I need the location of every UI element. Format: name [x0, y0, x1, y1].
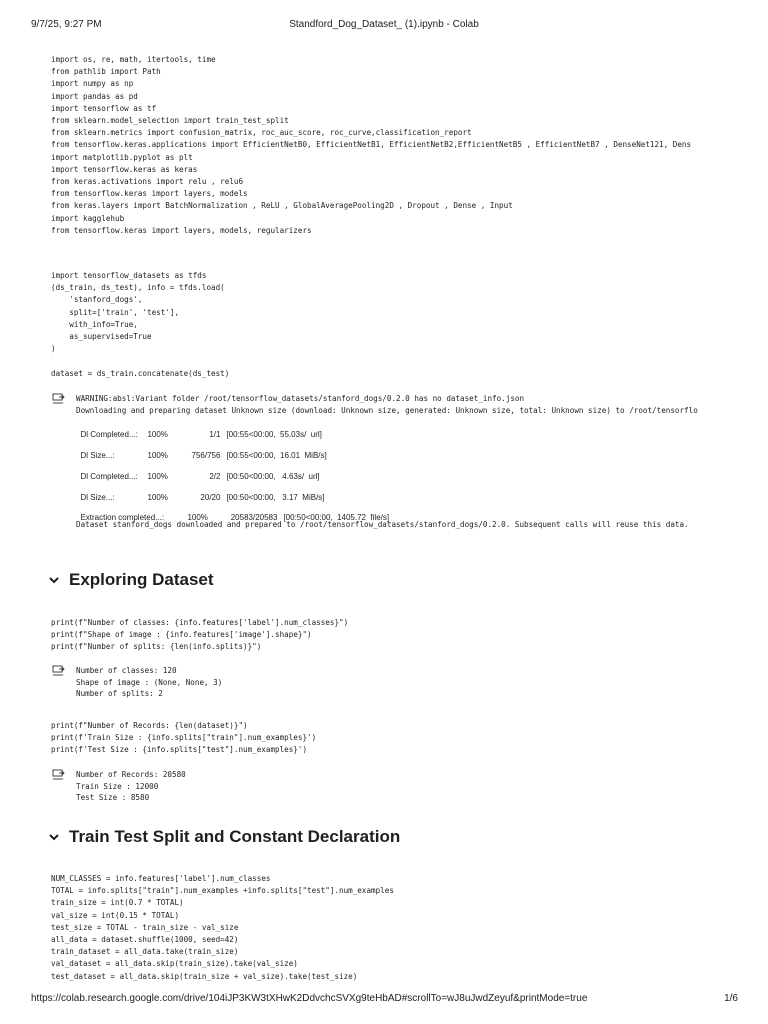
progress-count: 20583/20583: [230, 513, 278, 522]
progress-count: 756/756: [191, 451, 221, 460]
progress-row: [76, 442, 327, 460]
progress-label: Dl Completed...:: [80, 472, 138, 481]
progress-percent: 100%: [187, 513, 208, 522]
explore-code-cell[interactable]: print(f"Number of classes: {info.features['label'].num_classes}") print(f"Shape of image : {info.features['image'].shape}") print(f"Number of splits: {len(info.splits)}"): [51, 618, 349, 652]
imports-code-cell[interactable]: import os, re, math, itertools, time from pathlib import Path import numpy as np import pandas as pd import tensorflow as tf from sklearn.model_selection import train_test_split from sklearn.metrics import confusion_matrix, roc_auc_score, roc_curve,classification_report from tensorflow.keras.applications import EfficientNetB0, EfficientNetB1, EfficientNetB2,EfficientNetB5 , EfficientNetB7 , DenseNet121, Dens import matplotlib.pyplot as plt import tensorflow.keras as keras from keras.activations import relu , relu6 from tensorflow.keras import layers, models from keras.layers import BatchNormalization , ReLU , GlobalAveragePooling2D , Dropout , Dense , Input import kagglehub from tensorflow.keras import layers, models, regularizers: [51, 55, 692, 235]
load-code-cell[interactable]: import tensorflow_datasets as tfds (ds_train, ds_test), info = tfds.load( 'stanford_dogs', split=['train', 'test'], with_info=True, as_supervised=True ) dataset = ds_train.concatenate(ds_test): [51, 271, 230, 378]
progress-count: 1/1: [209, 430, 221, 439]
load-output-tail: Dataset stanford_dogs downloaded and prepared to /root/tensorflow_datasets/stanford_dogs/0.2.0. Subsequent calls will reuse this data.: [76, 520, 689, 529]
progress-percent: 100%: [147, 451, 168, 460]
records-output: Number of Records: 20580 Train Size : 12000 Test Size : 8580: [76, 770, 186, 802]
page-number: 1/6: [724, 993, 738, 1004]
progress-label: Dl Size...:: [80, 493, 115, 502]
progress-row: [76, 421, 322, 439]
progress-percent: 100%: [147, 493, 168, 502]
progress-count: 20/20: [200, 493, 221, 502]
output-toggle-icon[interactable]: [52, 769, 66, 781]
progress-percent: 100%: [147, 472, 168, 481]
progress-label: Extraction completed...:: [80, 513, 165, 522]
progress-row: [76, 463, 320, 481]
print-date: 9/7/25, 9:27 PM: [31, 19, 102, 30]
output-toggle-icon[interactable]: [52, 393, 66, 405]
section-header-split[interactable]: [47, 827, 400, 847]
progress-stats: [00:50<00:00, 3.17 MiB/s]: [226, 493, 325, 502]
progress-stats: [00:50<00:00, 4.63s/ url]: [226, 472, 320, 481]
output-toggle-icon[interactable]: [52, 665, 66, 677]
section-header-exploring[interactable]: [47, 570, 214, 590]
print-title: Standford_Dog_Dataset_ (1).ipynb - Colab: [289, 19, 479, 30]
progress-count: 2/2: [209, 472, 221, 481]
records-code-cell[interactable]: print(f"Number of Records: {len(dataset)}") print(f'Train Size : {info.splits["train"].num_examples}') print(f'Test Size : {info.splits["test"].num_examples}'): [51, 721, 317, 755]
progress-stats: [00:55<00:00, 55.03s/ url]: [226, 430, 322, 439]
progress-stats: [00:55<00:00, 16.01 MiB/s]: [226, 451, 327, 460]
section-title: Train Test Split and Constant Declaration: [69, 827, 401, 846]
load-output-head: WARNING:absl:Variant folder /root/tensorflow_datasets/stanford_dogs/0.2.0 has no dataset_info.json Downloading and preparing dataset Unknown size (download: Unknown size, generated: Unknown size, total: Unknown size) to /root/tensorflo: [76, 394, 698, 415]
progress-label: Dl Size...:: [80, 451, 115, 460]
progress-row: [76, 484, 325, 502]
progress-stats: [00:50<00:00, 1405.72 file/s]: [283, 513, 390, 522]
section-title: Exploring Dataset: [69, 570, 214, 589]
chevron-down-icon[interactable]: [47, 830, 61, 844]
print-url: https://colab.research.google.com/drive/104iJP3KW3tXHwK2DdvchcSVXg9teHbAD#scrollTo=wJ8uJwdZeyuf&printMode=true: [31, 993, 588, 1004]
explore-output: Number of classes: 120 Shape of image : (None, None, 3) Number of splits: 2: [76, 666, 223, 698]
progress-percent: 100%: [147, 430, 168, 439]
split-code-cell[interactable]: NUM_CLASSES = info.features['label'].num_classes TOTAL = info.splits["train"].num_examples +info.splits["test"].num_examples train_size = int(0.7 * TOTAL) val_size = int(0.15 * TOTAL) test_size = TOTAL - train_size - val_size all_data = dataset.shuffle(1000, seed=42) train_dataset = all_data.take(train_size) val_dataset = all_data.skip(train_size).take(val_size) test_dataset = all_data.skip(train_size + val_size).take(test_size): [51, 874, 394, 981]
chevron-down-icon[interactable]: [47, 573, 61, 587]
progress-label: Dl Completed...:: [80, 430, 138, 439]
